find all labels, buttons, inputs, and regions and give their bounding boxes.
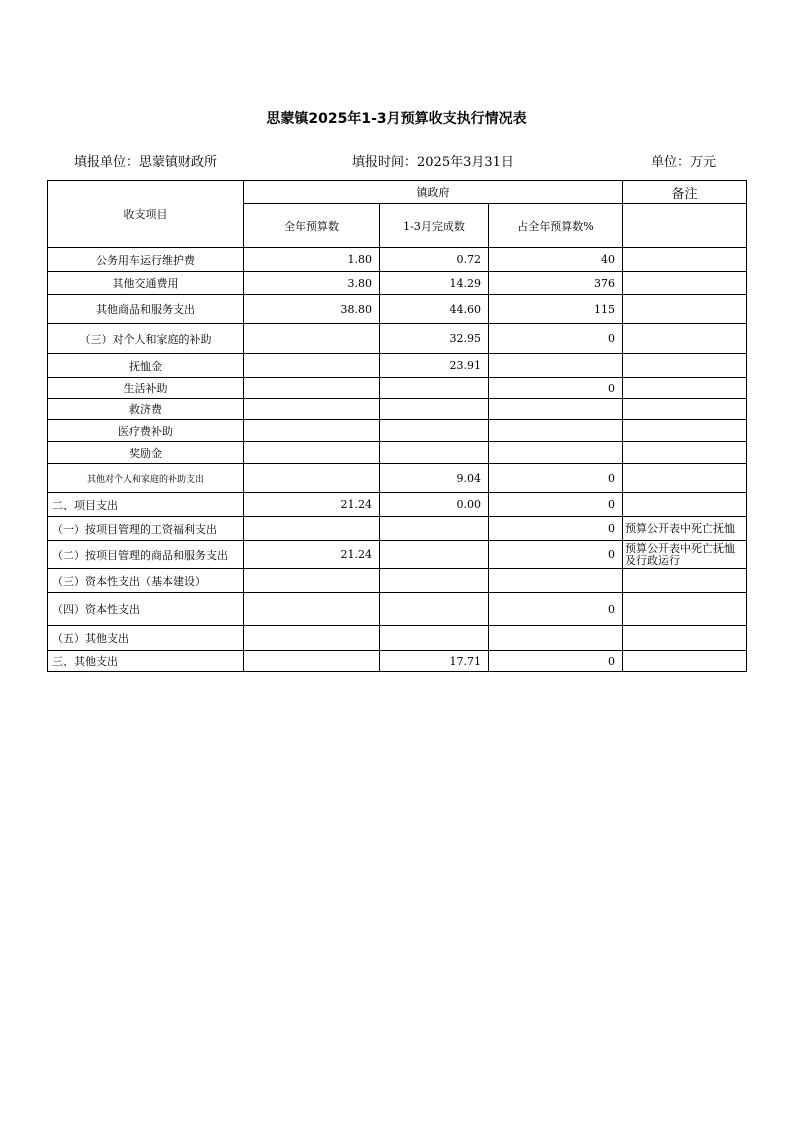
row-percent: 0 xyxy=(489,493,623,517)
row-percent: 0 xyxy=(489,517,623,541)
row-percent xyxy=(489,420,623,442)
header-gov: 镇政府 xyxy=(244,181,623,204)
table-row xyxy=(48,569,747,593)
row-percent: 376 xyxy=(489,272,623,295)
row-item-name: 生活补助 xyxy=(48,378,244,399)
row-q1-actual xyxy=(380,399,489,420)
row-q1-actual xyxy=(380,442,489,464)
row-percent: 0 xyxy=(489,464,623,493)
table-row xyxy=(48,464,747,493)
row-annual-budget xyxy=(244,442,380,464)
report-title: 思蒙镇2025年1-3月预算收支执行情况表 xyxy=(266,111,527,127)
row-q1-actual xyxy=(380,517,489,541)
table-row xyxy=(48,493,747,517)
row-annual-budget xyxy=(244,517,380,541)
row-remark xyxy=(623,378,747,399)
row-q1-actual: 17.71 xyxy=(380,651,489,672)
table-row xyxy=(48,272,747,295)
row-remark xyxy=(623,442,747,464)
row-annual-budget xyxy=(244,324,380,354)
header-annual: 全年预算数 xyxy=(244,204,380,248)
reporting-date: 填报时间：2025年3月31日 xyxy=(352,155,514,170)
row-percent: 0 xyxy=(489,593,623,626)
row-q1-actual: 32.95 xyxy=(380,324,489,354)
budget-table xyxy=(47,180,747,672)
row-item-name: （三）资本性支出（基本建设） xyxy=(48,569,244,593)
row-percent: 0 xyxy=(489,378,623,399)
row-remark xyxy=(623,295,747,324)
header-remark-blank xyxy=(623,204,747,248)
row-percent: 115 xyxy=(489,295,623,324)
table-row xyxy=(48,378,747,399)
row-q1-actual xyxy=(380,420,489,442)
row-percent xyxy=(489,626,623,651)
row-percent: 0 xyxy=(489,324,623,354)
row-remark xyxy=(623,399,747,420)
row-annual-budget: 3.80 xyxy=(244,272,380,295)
row-percent xyxy=(489,569,623,593)
row-item-name: 其他对个人和家庭的补助支出 xyxy=(48,464,244,493)
row-remark xyxy=(623,272,747,295)
row-annual-budget xyxy=(244,464,380,493)
row-percent xyxy=(489,354,623,378)
row-q1-actual: 14.29 xyxy=(380,272,489,295)
table-row xyxy=(48,651,747,672)
row-item-name: （二）按项目管理的商品和服务支出 xyxy=(48,541,244,569)
row-item-name: （一）按项目管理的工资福利支出 xyxy=(48,517,244,541)
row-item-name: 三、其他支出 xyxy=(48,651,244,672)
row-remark xyxy=(623,493,747,517)
row-remark: 预算公开表中死亡抚恤 xyxy=(623,517,747,541)
row-percent: 40 xyxy=(489,248,623,272)
row-annual-budget: 21.24 xyxy=(244,493,380,517)
row-annual-budget: 1.80 xyxy=(244,248,380,272)
table-row xyxy=(48,593,747,626)
row-remark xyxy=(623,464,747,493)
row-q1-actual: 0.72 xyxy=(380,248,489,272)
row-item-name: 奖励金 xyxy=(48,442,244,464)
row-remark xyxy=(623,248,747,272)
table-row xyxy=(48,399,747,420)
header-remark: 备注 xyxy=(623,181,747,204)
row-q1-actual: 23.91 xyxy=(380,354,489,378)
row-annual-budget: 38.80 xyxy=(244,295,380,324)
row-annual-budget xyxy=(244,354,380,378)
header-row-1 xyxy=(48,181,747,204)
row-item-name: 抚恤金 xyxy=(48,354,244,378)
row-item-name: 医疗费补助 xyxy=(48,420,244,442)
row-annual-budget: 21.24 xyxy=(244,541,380,569)
row-annual-budget xyxy=(244,420,380,442)
row-item-name: 其他交通费用 xyxy=(48,272,244,295)
row-remark: 预算公开表中死亡抚恤及行政运行 xyxy=(623,541,747,569)
header-pct: 占全年预算数% xyxy=(489,204,623,248)
row-remark xyxy=(623,593,747,626)
row-q1-actual: 0.00 xyxy=(380,493,489,517)
row-remark xyxy=(623,569,747,593)
row-item-name: 其他商品和服务支出 xyxy=(48,295,244,324)
row-q1-actual xyxy=(380,541,489,569)
row-item-name: 救济费 xyxy=(48,399,244,420)
table-row xyxy=(48,626,747,651)
table-row xyxy=(48,248,747,272)
row-percent xyxy=(489,399,623,420)
row-item-name: （四）资本性支出 xyxy=(48,593,244,626)
row-annual-budget xyxy=(244,569,380,593)
reporting-unit: 填报单位：思蒙镇财政所 xyxy=(74,155,218,170)
row-q1-actual xyxy=(380,569,489,593)
row-q1-actual: 9.04 xyxy=(380,464,489,493)
row-remark xyxy=(623,354,747,378)
row-q1-actual xyxy=(380,593,489,626)
row-remark xyxy=(623,651,747,672)
header-item: 收支项目 xyxy=(48,181,244,248)
row-q1-actual: 44.60 xyxy=(380,295,489,324)
table-row xyxy=(48,295,747,324)
row-remark xyxy=(623,626,747,651)
row-q1-actual xyxy=(380,378,489,399)
row-annual-budget xyxy=(244,626,380,651)
table-row xyxy=(48,420,747,442)
row-annual-budget xyxy=(244,378,380,399)
table-row xyxy=(48,517,747,541)
table-row xyxy=(48,354,747,378)
row-remark xyxy=(623,420,747,442)
row-item-name: （五）其他支出 xyxy=(48,626,244,651)
row-item-name: 二、项目支出 xyxy=(48,493,244,517)
row-annual-budget xyxy=(244,593,380,626)
table-row xyxy=(48,442,747,464)
row-item-name: （三）对个人和家庭的补助 xyxy=(48,324,244,354)
row-item-name: 公务用车运行维护费 xyxy=(48,248,244,272)
row-q1-actual xyxy=(380,626,489,651)
row-percent xyxy=(489,442,623,464)
table-row xyxy=(48,324,747,354)
row-remark xyxy=(623,324,747,354)
header-q1: 1-3月完成数 xyxy=(380,204,489,248)
currency-unit: 单位：万元 xyxy=(651,155,717,170)
row-percent: 0 xyxy=(489,651,623,672)
row-annual-budget xyxy=(244,399,380,420)
row-annual-budget xyxy=(244,651,380,672)
table-row xyxy=(48,541,747,569)
row-percent: 0 xyxy=(489,541,623,569)
